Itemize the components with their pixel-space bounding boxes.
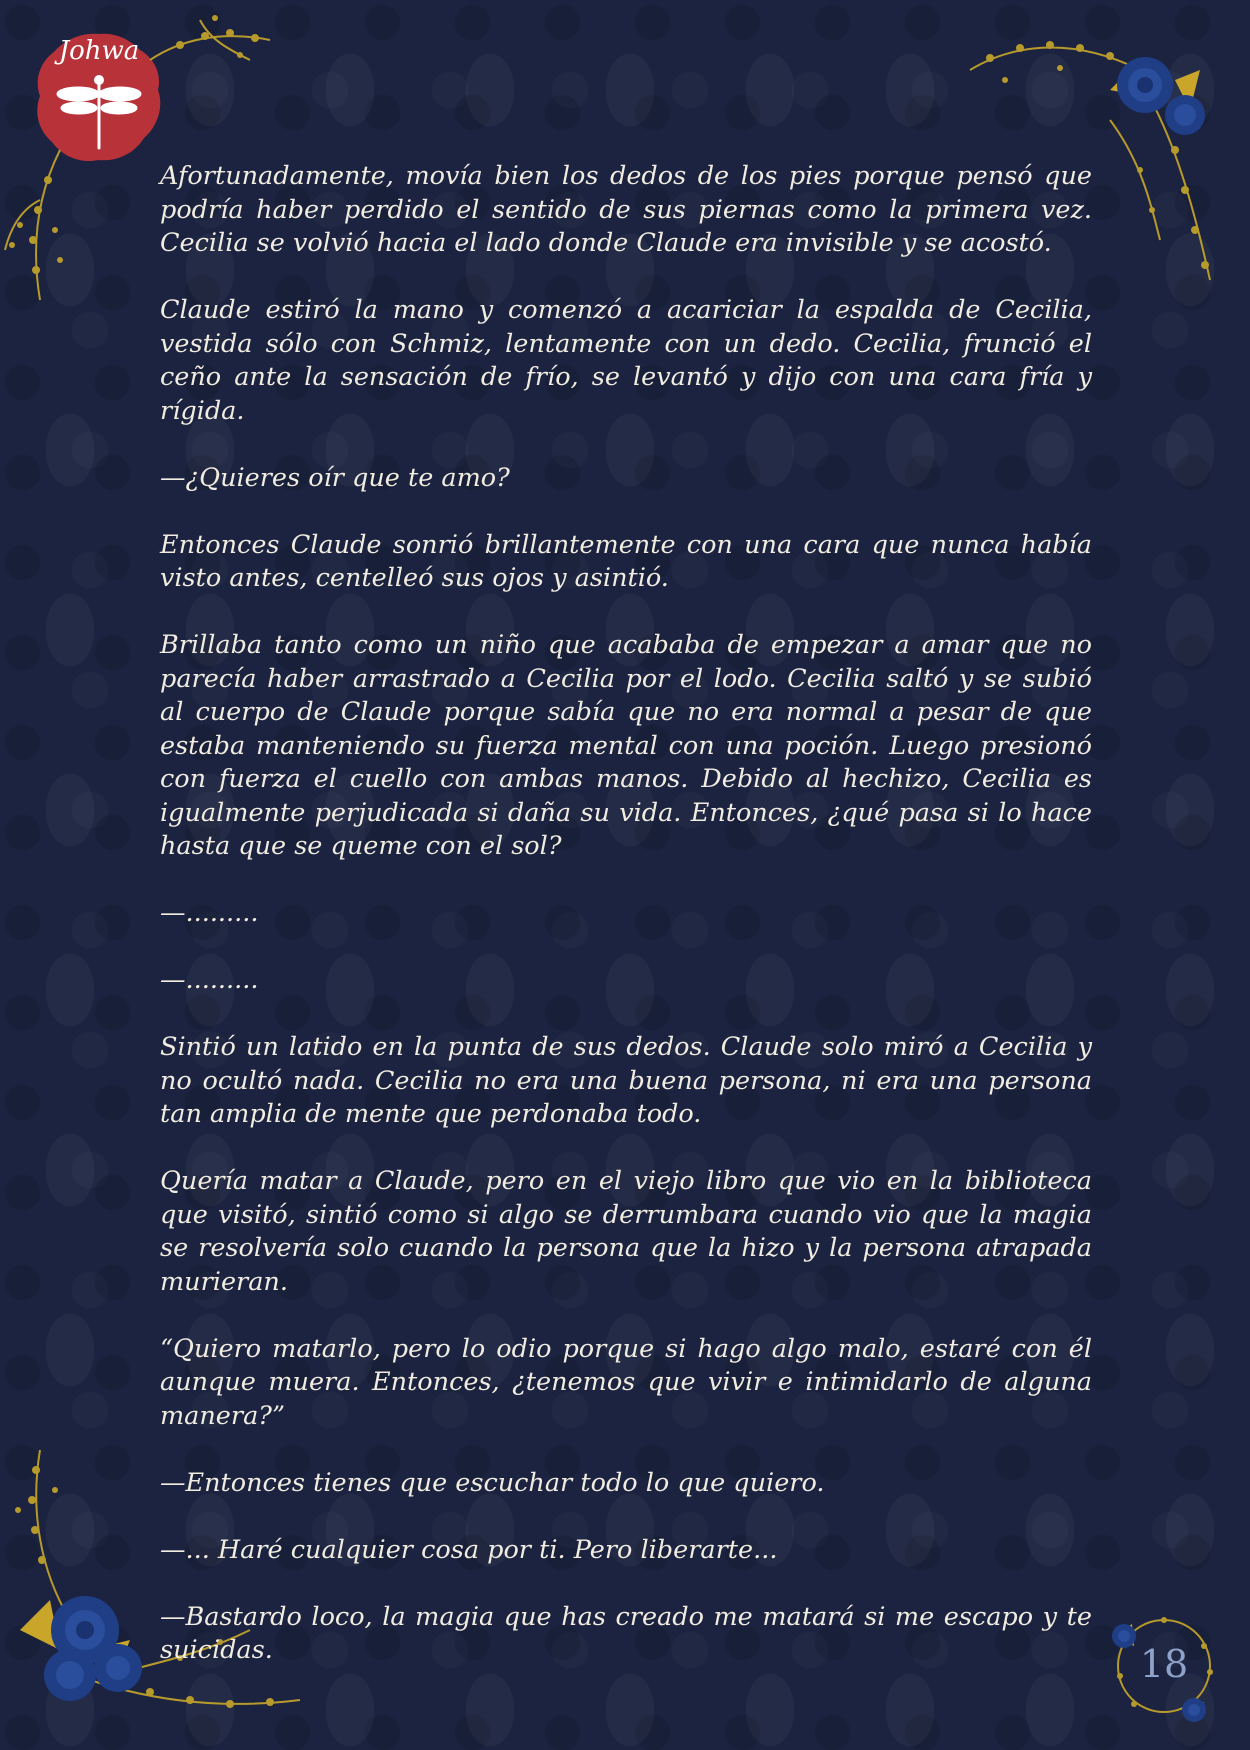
dialogue-line: —......... [160,898,259,928]
dialogue-line: —¿Quieres oír que te amo? [160,462,510,493]
dialogue-line: —Entonces tienes que escuchar todo lo que quiero. [160,1467,825,1498]
dialogue-line: —... Haré cualquier cosa por ti. Pero liberarte... [160,1534,778,1565]
paragraph: Entonces Claude sonrió brillantemente con una cara que nunca había visto antes, centelleó sus ojos y asintió. [160,529,1092,593]
paragraph: Sintió un latido en la punta de sus dedos. Claude solo miró a Cecilia y no ocultó nada. Cecilia no era una buena persona, ni era una persona tan amplia de mente que perdonaba todo. [160,1032,1092,1129]
dialogue-line: —Bastardo loco, la magia que has creado me matará si me escapo y te suicidas. [160,1601,1092,1665]
page-number: 18 [1139,1642,1189,1686]
paragraph: Brillaba tanto como un niño que acababa de empezar a amar que no parecía haber arrastrado a Cecilia por el lodo. Cecilia saltó y se subió al cuerpo de Claude porque sabía que no era normal a pesar de que estaba manteniendo su fuerza mental con una poción. Luego presionó con fuerza el cuello con ambas manos. Debido al hechizo, Cecilia es igualmente perjudicada si daña su vida. Entonces, ¿qué pasa si lo hace hasta que se queme con el sol? [160,630,1092,861]
paragraph: “Quiero matarlo, pero lo odio porque si hago algo malo, estaré con él aunque muera. Entonces, ¿tenemos que vivir e intimidarlo de alguna manera?” [160,1333,1092,1431]
page-number-wreath [1104,1606,1224,1726]
chapter-text [160,160,1092,1701]
logo-text: Johwa [58,36,140,66]
dialogue-line: —......... [160,965,259,995]
paragraph: Quería matar a Claude, pero en el viejo libro que vio en la biblioteca que visitó, sintió como si algo se derrumbara cuando vio que la magia se resolvería solo cuando la persona que la hizo y la persona atrapada murieran. [160,1166,1092,1297]
paragraph: Claude estiró la mano y comenzó a acariciar la espalda de Cecilia, vestida sólo con Schmiz, lentamente con un dedo. Cecilia, frunció el ceño ante la sensación de frío, se levantó y dijo con una cara fría y rígida. [160,295,1092,426]
paragraph: Afortunadamente, movía bien los dedos de los pies porque pensó que podría haber perdido el sentido de sus piernas como la primera vez. Cecilia se volvió hacia el lado donde Claude era invisible y se acostó. [160,161,1092,258]
